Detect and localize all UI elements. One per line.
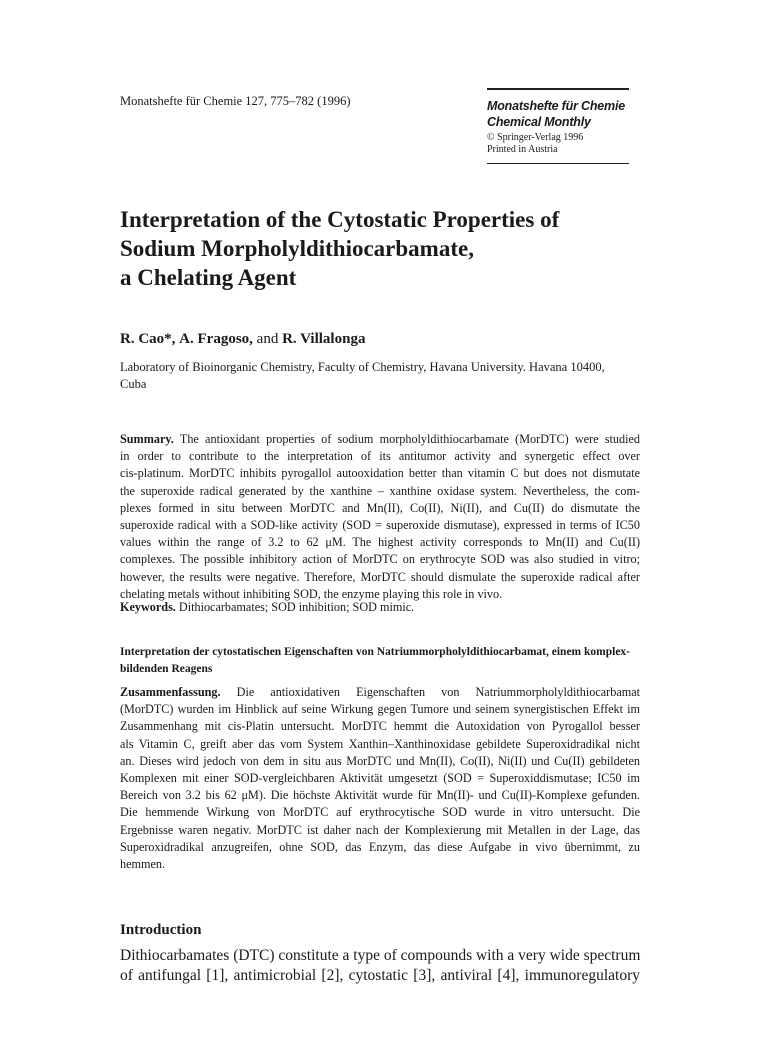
abstract-line: cis-platinum. MorDTC inhibits pyrogallol autooxidation better than vitamin C but does not dismutate bbox=[120, 466, 640, 481]
abstract-line: Summary. The antioxidant properties of sodium morpholyldithiocarbamate (MorDTC) were studied bbox=[120, 432, 640, 446]
german-abstract-line: Superoxidradikal anzugreifen, ohne SOD, das Enzym, das diese Aufgabe in vivo übernimmt, zu bbox=[120, 839, 640, 854]
german-abstract-line: Komplexen mit einer SOD-vergleichbaren Aktivität umgesetzt (SOD = Superoxiddismutase; IC50 im bbox=[120, 771, 640, 786]
abstract-line: the superoxide radical generated by the xanthine – xanthine oxidase system. Nevertheless, the com- bbox=[120, 483, 640, 498]
keywords-label: Keywords. bbox=[120, 600, 176, 614]
body-line: Dithiocarbamates (DTC) constitute a type of compounds with a very wide spectrum bbox=[120, 947, 641, 964]
title-line: a Chelating Agent bbox=[120, 265, 297, 290]
masthead-bottom-rule bbox=[487, 163, 629, 164]
keywords bbox=[120, 600, 414, 615]
author-name: R. Cao*, bbox=[120, 331, 176, 347]
abstract-line: chelating metals without inhibiting SOD, the enzyme playing this role in vivo. bbox=[120, 586, 503, 601]
abstract-line: in order to contribute to the interpretation of its antitumor activity and synergetic effect over bbox=[120, 449, 640, 464]
section-heading-introduction: Introduction bbox=[120, 922, 202, 938]
copyright-line: © Springer-Verlag 1996 bbox=[487, 132, 584, 143]
masthead-top-rule bbox=[487, 88, 629, 90]
printed-line: Printed in Austria bbox=[487, 144, 558, 155]
german-abstract-line: als Vitamin C, greift aber das vom System Xanthin–Xanthinoxidase gebildete Superoxidradikal nicht bbox=[120, 736, 640, 751]
affiliation-line: Cuba bbox=[120, 377, 147, 391]
abstract-line: complexes. The possible inhibitory action of MorDTC on erythrocyte SOD was also studied in vitro; bbox=[120, 552, 640, 567]
abstract-line: superoxide radical with a SOD-like activity (SOD = superoxide dismutase), expressed in terms of IC50 bbox=[120, 518, 640, 533]
german-abstract-line: Bereich von 3.2 bis 62 μM). Die höchste Aktivität wurde für Mn(II)- und Cu(II)-Komplexe gefunden. bbox=[120, 788, 640, 803]
keywords-text: Dithiocarbamates; SOD inhibition; SOD mimic. bbox=[178, 600, 415, 614]
journal-citation: Monatshefte für Chemie 127, 775–782 (1996) bbox=[120, 94, 351, 108]
journal-name-de: Monatshefte für Chemie bbox=[487, 99, 625, 113]
german-abstract-line: Die hemmende Wirkung von MorDTC auf erythrocytische SOD wurde in vitro untersucht. Die bbox=[120, 805, 640, 820]
author-list bbox=[120, 331, 365, 348]
article-title bbox=[120, 205, 660, 292]
abstract-english bbox=[120, 431, 640, 603]
german-abstract-line: Zusammenfassung. Die antioxidativen Eigenschaften von Natriummorpholyldithiocarbamat bbox=[120, 685, 640, 699]
abstract-line: values within the range of 3.2 to 62 μM. The highest activity corresponds to Mn(II) and Cu(II) bbox=[120, 535, 640, 550]
german-abstract-line: Zusammenhang mit cis-Platin untersucht. MorDTC hemmt die Autoxidation von Pyrogallol besser bbox=[120, 719, 640, 734]
german-title bbox=[120, 644, 642, 678]
body-line: of antifungal [1], antimicrobial [2], cytostatic [3], antiviral [4], immunoregulatory bbox=[120, 967, 640, 984]
author-name: R. Villalonga bbox=[282, 331, 366, 347]
german-abstract-line: (MorDTC) wurden im Hinblick auf seine Wirkung gegen Tumore und seinem synergistischen Effekt im bbox=[120, 702, 640, 717]
german-title-line: bildenden Reagens bbox=[120, 663, 213, 675]
abstract-line: plexes formed in situ between MorDTC and Mn(II), Co(II), Ni(II), and Cu(II) do dismutate the bbox=[120, 500, 640, 515]
journal-masthead bbox=[487, 88, 629, 164]
german-abstract-line: hemmen. bbox=[120, 857, 166, 872]
german-abstract-line: an. Dieses wird jedoch von dem in situ aus MorDTC und Mn(II), Co(II), Ni(II) und Cu(II) gebildeten bbox=[120, 753, 640, 768]
summary-label: Summary. bbox=[120, 432, 174, 446]
journal-name-en: Chemical Monthly bbox=[487, 115, 591, 129]
abstract-line: however, the results were negative. Therefore, MorDTC should dismulate the superoxide radical after bbox=[120, 569, 640, 584]
author-name: A. Fragoso, bbox=[179, 331, 253, 347]
abstract-german bbox=[120, 684, 640, 873]
introduction-body bbox=[120, 946, 640, 986]
german-abstract-line: Ergebnisse waren negativ. MorDTC ist daher nach der Komplexierung mit Metallen in der Lage, das bbox=[120, 822, 640, 837]
zusammenfassung-label: Zusammenfassung. bbox=[120, 685, 221, 699]
affiliation bbox=[120, 359, 645, 393]
title-line: Sodium Morpholyldithiocarbamate, bbox=[120, 236, 474, 261]
german-title-line: Interpretation der cytostatischen Eigenschaften von Natriummorpholyldithiocarbamat, einem komplex- bbox=[120, 646, 631, 658]
author-conjunction: and bbox=[256, 331, 279, 347]
title-line: Interpretation of the Cytostatic Properties of bbox=[120, 207, 560, 232]
affiliation-line: Laboratory of Bioinorganic Chemistry, Faculty of Chemistry, Havana University. Havana 10400, bbox=[120, 360, 605, 374]
